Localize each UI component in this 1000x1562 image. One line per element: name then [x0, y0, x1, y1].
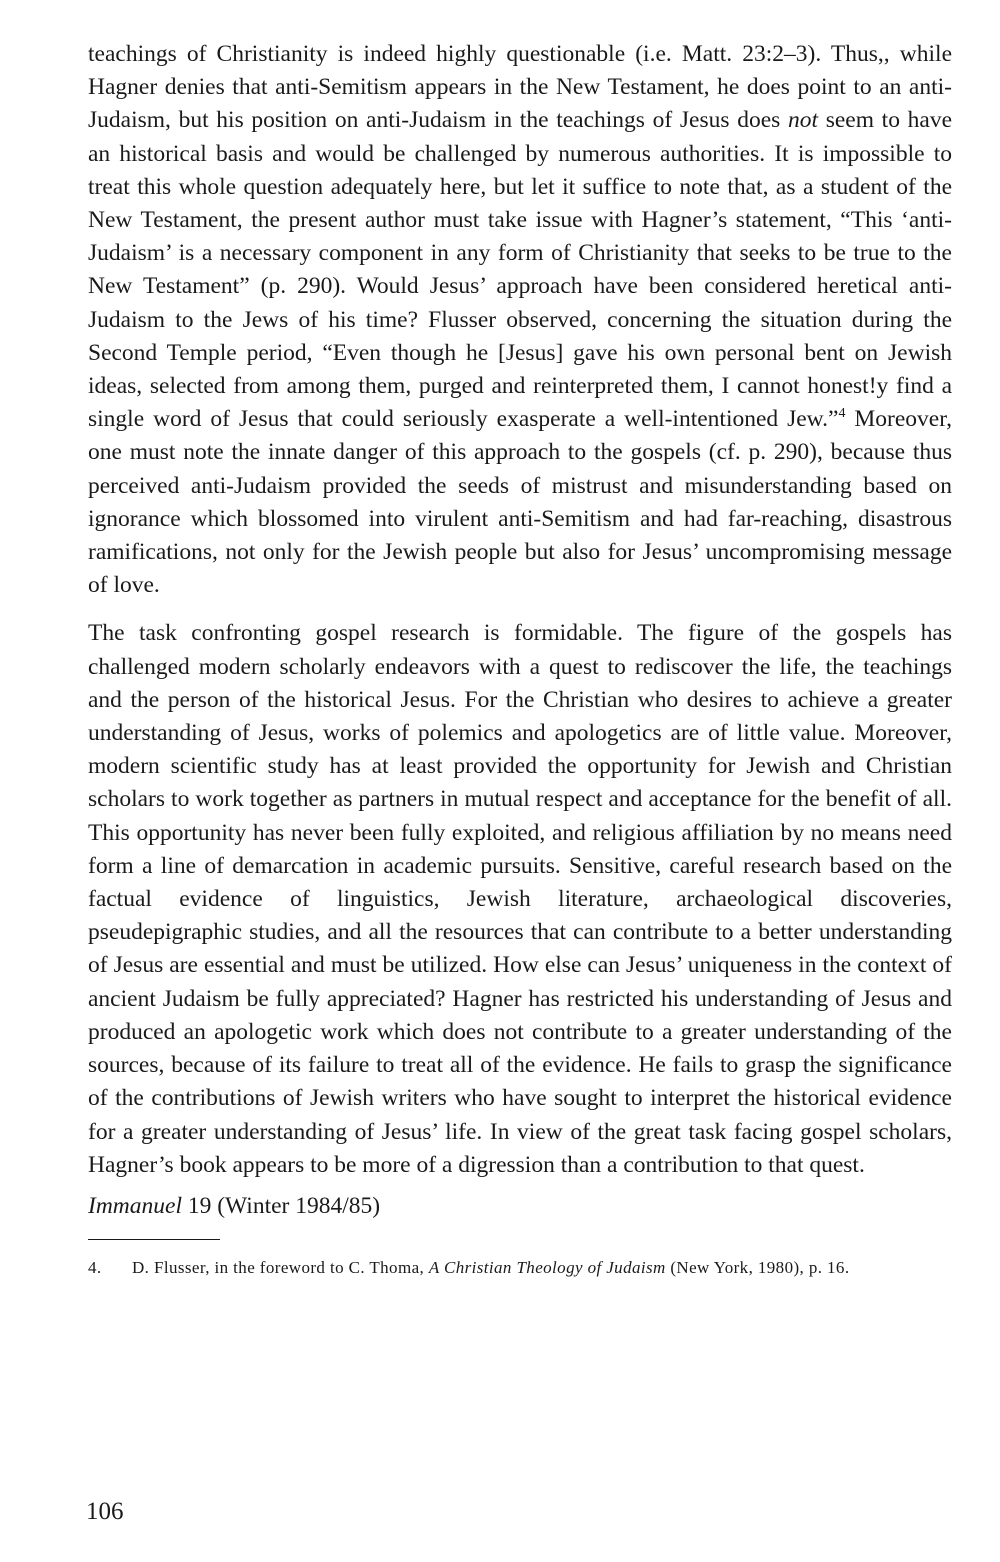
- footnote-text-b: (New York, 1980), p. 16.: [665, 1257, 850, 1277]
- page-number: 106: [86, 1498, 124, 1525]
- footnote-number: 4.: [88, 1257, 102, 1277]
- paragraph-1-text-c: Moreover, one must note the innate danger of this approach to the gospels (cf. p. 290), because thus perceived anti-Judaism provided the seeds of mistrust and misunderstanding based on ignorance which blossomed into virulent anti-Semitism and had far-reaching, disastrous ramifications, not only for the Jewish people but also for Jesus’ uncompromising message of love.: [88, 406, 952, 599]
- page-body: [88, 38, 952, 1281]
- citation-journal: Immanuel: [88, 1192, 182, 1219]
- footnote-reference[interactable]: 4: [838, 406, 846, 422]
- paragraph-1-text-a: teachings of Christianity is indeed highly questionable (i.e. Matt. 23:2–3). Thus,, while Hagner denies that anti-Semitism appears in the New Testament, he does point to an anti-Judaism, but his position on anti-Judaism in the teachings of Jesus does: [88, 41, 952, 134]
- footnote-divider: [88, 1239, 220, 1240]
- emphasis-not: not: [787, 107, 818, 134]
- citation: [88, 1190, 952, 1223]
- paragraph-2: The task confronting gospel research is formidable. The figure of the gospels has challenged modern scholarly endeavors with a quest to rediscover the life, the teachings and the person of the historical Jesus. For the Christian who desires to achieve a greater understanding of Jesus, works of polemics and apologetics are of little value. Moreover, modern scientific study has at least provided the opportunity for Jewish and Christian scholars to work together as partners in mutual respect and acceptance for the benefit of all. This opportunity has never been fully exploited, and religious affiliation by no means need form a line of demarcation in academic pursuits. Sensitive, careful research based on the factual evidence of linguistics, Jewish literature, archaeological discoveries, pseudepigraphic studies, and all the resources that can contribute to a better understanding of Jesus are essential and must be utilized. How else can Jesus’ uniqueness in the context of ancient Judaism be fully appreciated? Hagner has restricted his understanding of Jesus and produced an apologetic work which does not contribute to a greater understanding of the sources, because of its failure to treat all of the evidence. He fails to grasp the significance of the contributions of Jewish writers who have sought to interpret the historical evidence for a greater understanding of Jesus’ life. In view of the great task facing gospel scholars, Hagner’s book appears to be more of a digression than a contribution to that quest.: [88, 620, 952, 1178]
- paragraph-1-text-b: seem to have an historical basis and would be challenged by numerous authorities. It is impossible to treat this whole question adequately here, but let it suffice to note that, as a student of the New Testament, the present author must take issue with Hagner’s statement, “This ‘anti-Judaism’ is a necessary component in any form of Christianity that seeks to be true to the New Testament” (p. 290). Would Jesus’ approach have been considered heretical anti-Judaism to the Jews of his time? Flusser observed, concerning the situation during the Second Temple period, “Even though he [Jesus] gave his own personal bent on Jewish ideas, selected from among them, purged and reinterpreted them, I cannot honest!y find a single word of Jesus that could seriously exasperate a well-intentioned Jew.”: [88, 107, 952, 433]
- footnote: [88, 1254, 952, 1281]
- paragraph-1: [88, 38, 952, 602]
- footnote-text-a: D. Flusser, in the foreword to C. Thoma,: [132, 1257, 429, 1277]
- citation-issue: 19 (Winter 1984/85): [181, 1192, 381, 1219]
- footnote-book-title: A Christian Theology of Judaism: [428, 1257, 666, 1277]
